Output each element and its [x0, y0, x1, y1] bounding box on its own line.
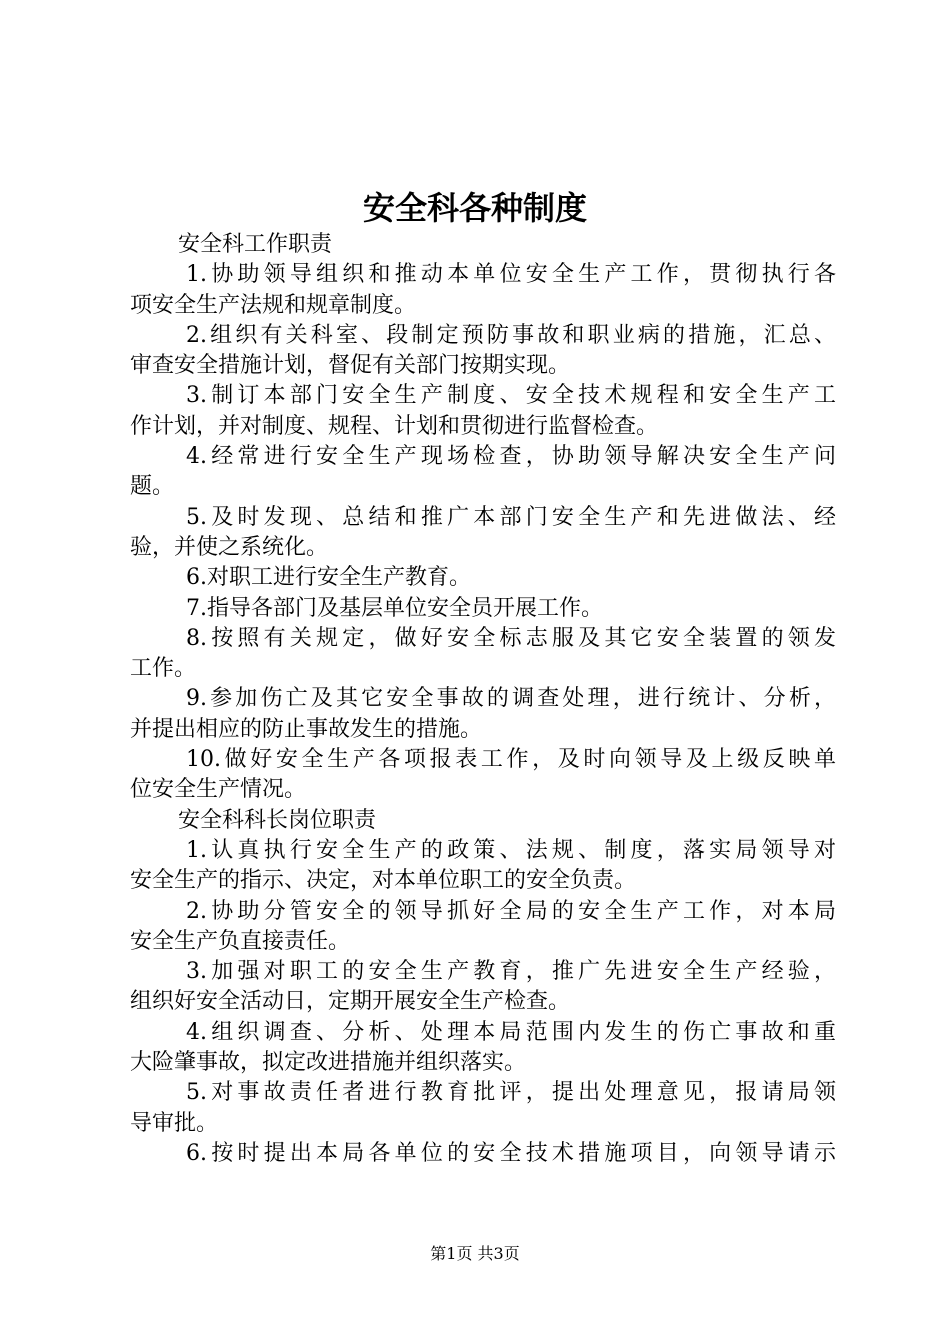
text-line: 5.及时发现、总结和推广本部门安全生产和先进做法、经 [186, 504, 836, 530]
text-line: 工作。 [130, 656, 197, 682]
text-line: 审查安全措施计划，督促有关部门按期实现。 [130, 353, 571, 379]
text-line: 6.对职工进行安全生产教育。 [186, 565, 471, 591]
section-heading: 安全科科长岗位职责 [178, 807, 377, 833]
text-line: 大险肇事故，拟定改进措施并组织落实。 [130, 1050, 527, 1076]
text-line: 2.协助分管安全的领导抓好全局的安全生产工作，对本局 [186, 898, 836, 924]
text-line: 1.协助领导组织和推动本单位安全生产工作，贯彻执行各 [186, 262, 836, 288]
text-line: 导审批。 [130, 1110, 219, 1136]
text-line: 4.组织调查、分析、处理本局范围内发生的伤亡事故和重 [186, 1019, 836, 1045]
text-line: 4.经常进行安全生产现场检查，协助领导解决安全生产问 [186, 444, 836, 470]
text-line: 3.制订本部门安全生产制度、安全技术规程和安全生产工 [186, 383, 836, 409]
text-line: 3.加强对职工的安全生产教育，推广先进安全生产经验， [186, 959, 836, 985]
text-line: 7.指导各部门及基层单位安全员开展工作。 [186, 595, 603, 621]
text-line: 10.做好安全生产各项报表工作，及时向领导及上级反映单 [186, 747, 836, 773]
text-line: 安全生产的指示、决定，对本单位职工的安全负责。 [130, 868, 637, 894]
text-line: 2.组织有关科室、段制定预防事故和职业病的措施，汇总、 [186, 322, 836, 348]
text-line: 项安全生产法规和规章制度。 [130, 292, 417, 318]
text-line: 5.对事故责任者进行教育批评，提出处理意见，报请局领 [186, 1080, 836, 1106]
page-title: 安全科各种制度 [362, 189, 587, 227]
text-line: 安全生产负直接责任。 [130, 928, 351, 954]
text-line: 题。 [130, 474, 175, 500]
text-line: 验，并使之系统化。 [130, 534, 329, 560]
text-line: 位安全生产情况。 [130, 777, 307, 803]
text-line: 8.按照有关规定，做好安全标志服及其它安全装置的领发 [186, 625, 836, 651]
text-line: 并提出相应的防止事故发生的措施。 [130, 716, 483, 742]
page-footer: 第1页 共3页 [430, 1244, 520, 1263]
text-line: 9.参加伤亡及其它安全事故的调查处理，进行统计、分析， [186, 686, 836, 712]
text-line: 作计划，并对制度、规程、计划和贯彻进行监督检查。 [130, 413, 659, 439]
section-heading: 安全科工作职责 [178, 232, 333, 257]
text-line: 6.按时提出本局各单位的安全技术措施项目，向领导请示 [186, 1140, 836, 1166]
text-line: 1.认真执行安全生产的政策、法规、制度，落实局领导对 [186, 837, 836, 863]
document-body [130, 230, 836, 1169]
text-line: 组织好安全活动日，定期开展安全生产检查。 [130, 989, 571, 1015]
